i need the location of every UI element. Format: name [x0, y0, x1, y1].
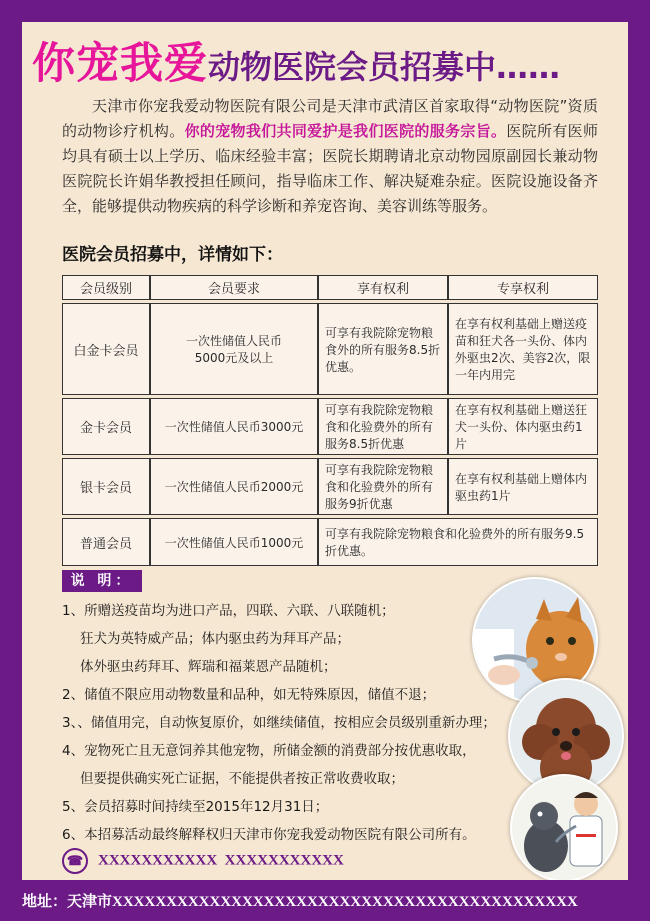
table-header-row — [62, 275, 598, 300]
phone-number-1[interactable]: XXXXXXXXXXX — [98, 852, 218, 869]
member-rights: 可享有我院除宠物粮食和化验费外的所有服务9折优惠 — [318, 458, 448, 515]
intro-text-a: 天津市你宠我爱动物医院有限公司是天津市武清区首家取得“动物医院”资质的动物诊疗机构。 — [62, 97, 598, 140]
table-header: 享有权利 — [318, 275, 448, 300]
member-rights: 可享有我院除宠物粮食外的所有服务8.5折优惠。 — [318, 303, 448, 395]
phone-icon: ☎ — [62, 848, 88, 874]
note-item: 6、本招募活动最终解释权归天津市你宠我爱动物医院有限公司所有。 — [62, 827, 476, 843]
intro-highlight: 你的宠物我们共同爱护是我们医院的服务宗旨。 — [184, 122, 507, 140]
table-row — [62, 398, 598, 455]
member-rights: 可享有我院除宠物粮食和化验费外的所有服务8.5折优惠 — [318, 398, 448, 455]
page-title — [32, 30, 560, 91]
member-requirement: 一次性储值人民币5000元及以上 — [150, 303, 318, 395]
note-item: 1、所赠送疫苗均为进口产品，四联、六联、八联随机； — [62, 603, 395, 619]
intro-text-b: 医院所有医师均具有硕士以上学历、临床经验丰富；医院长期聘请北京动物园原副园长兼动物医院院长许娟华教授担任顾问，指导临床工作、解决疑难杂症。医院设施设备齐全，能够提供动物疾病的科学诊断和养宠咨询、美容训练等服务。 — [62, 122, 598, 215]
member-level: 金卡会员 — [62, 398, 150, 455]
address-label: 地址： — [22, 894, 68, 910]
member-exclusive: 在享有权利基础上赠送疫苗和狂犬各一头份、体内外驱虫2次、美容2次，限一年内用完 — [448, 303, 598, 395]
note-item: 狂犬为英特威产品；体内驱虫药为拜耳产品； — [80, 631, 350, 647]
note-item: 3、、储值用完，自动恢复原价，如继续储值，按相应会员级别重新办理； — [62, 715, 496, 731]
table-row — [62, 458, 598, 515]
phone-line — [62, 848, 344, 874]
member-requirement: 一次性储值人民币1000元 — [150, 518, 318, 566]
table-row — [62, 303, 598, 395]
note-item: 5、会员招募时间持续至2015年12月31日； — [62, 799, 329, 815]
seal-vet-cartoon — [510, 774, 618, 880]
membership-table — [62, 272, 598, 569]
member-exclusive: 在享有权利基础上赠体内驱虫药1片 — [448, 458, 598, 515]
title-rest: 动物医院会员招募中…… — [208, 48, 561, 86]
table-row — [62, 518, 598, 566]
intro-paragraph — [62, 94, 598, 219]
note-item: 但要提供确实死亡证据，不能提供者按正常收费收取； — [80, 771, 404, 787]
poster — [22, 22, 628, 880]
member-level: 白金卡会员 — [62, 303, 150, 395]
title-brand: 你宠我爱 — [32, 39, 208, 89]
table-header: 会员要求 — [150, 275, 318, 300]
notes-list — [62, 597, 502, 849]
member-rights: 可享有我院除宠物粮食和化验费外的所有服务9.5折优惠。 — [318, 518, 598, 566]
member-level: 普通会员 — [62, 518, 150, 566]
member-requirement: 一次性储值人民币2000元 — [150, 458, 318, 515]
note-item: 体外驱虫药拜耳、辉瑞和福莱恩产品随机； — [80, 659, 337, 675]
notes-label: 说 明： — [62, 570, 142, 592]
member-exclusive: 在享有权利基础上赠送狂犬一头份、体内驱虫药1片 — [448, 398, 598, 455]
note-item: 2、储值不限应用动物数量和品种，如无特殊原因，储值不退； — [62, 687, 436, 703]
member-requirement: 一次性储值人民币3000元 — [150, 398, 318, 455]
table-header: 会员级别 — [62, 275, 150, 300]
table-header: 专享权利 — [448, 275, 598, 300]
note-item: 4、宠物死亡且无意饲养其他宠物，所储金额的消费部分按优惠收取， — [62, 743, 476, 759]
footer-address-bar — [0, 882, 650, 920]
phone-number-2[interactable]: XXXXXXXXXXX — [224, 852, 344, 869]
membership-subheading: 医院会员招募中，详情如下： — [62, 245, 283, 265]
address-value: 天津市XXXXXXXXXXXXXXXXXXXXXXXXXXXXXXXXXXXXXXXXXXX — [67, 894, 578, 910]
member-level: 银卡会员 — [62, 458, 150, 515]
